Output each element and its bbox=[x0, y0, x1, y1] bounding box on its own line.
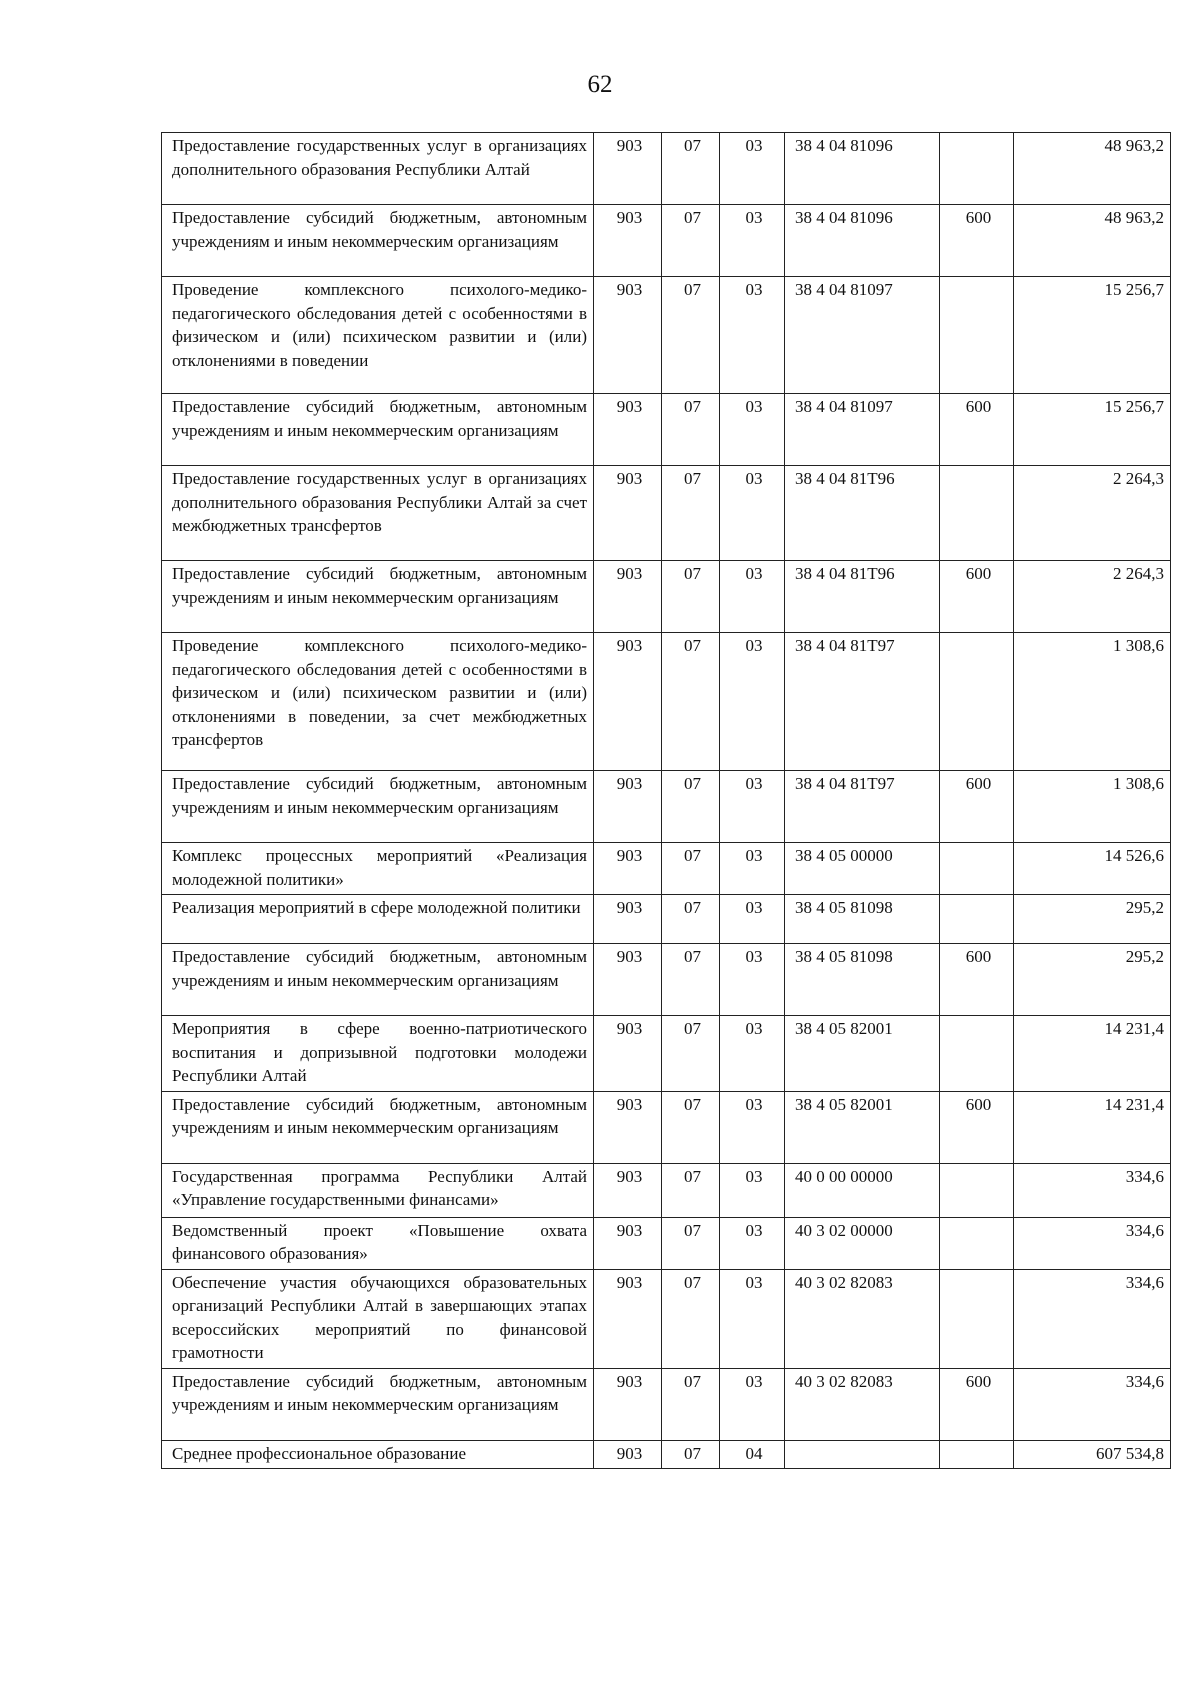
cell-department-code: 903 bbox=[594, 1163, 662, 1217]
cell-description: Предоставление субсидий бюджетным, автономным учреждениям и иным некоммерческим организациям bbox=[162, 1091, 594, 1163]
cell-description: Предоставление государственных услуг в организациях дополнительного образования Республики Алтай bbox=[162, 133, 594, 205]
cell-subsection-code: 03 bbox=[720, 633, 785, 771]
table-row bbox=[162, 1269, 1171, 1368]
cell-expense-type-code bbox=[940, 1016, 1014, 1092]
cell-department-code: 903 bbox=[594, 1016, 662, 1092]
cell-amount: 334,6 bbox=[1014, 1217, 1171, 1269]
cell-amount: 334,6 bbox=[1014, 1163, 1171, 1217]
cell-description: Среднее профессиональное образование bbox=[162, 1440, 594, 1469]
cell-section-code: 07 bbox=[662, 1163, 720, 1217]
cell-description: Обеспечение участия обучающихся образовательных организаций Республики Алтай в завершающих этапах всероссийских мероприятий по финансовой грамотности bbox=[162, 1269, 594, 1368]
cell-section-code: 07 bbox=[662, 895, 720, 944]
cell-expense-type-code: 600 bbox=[940, 394, 1014, 466]
cell-subsection-code: 03 bbox=[720, 277, 785, 394]
cell-subsection-code: 03 bbox=[720, 771, 785, 843]
cell-department-code: 903 bbox=[594, 944, 662, 1016]
table-row bbox=[162, 771, 1171, 843]
cell-expense-type-code bbox=[940, 277, 1014, 394]
cell-expense-type-code bbox=[940, 1440, 1014, 1469]
cell-description: Предоставление субсидий бюджетным, автономным учреждениям и иным некоммерческим организациям bbox=[162, 561, 594, 633]
cell-subsection-code: 04 bbox=[720, 1440, 785, 1469]
table-row bbox=[162, 843, 1171, 895]
cell-amount: 14 231,4 bbox=[1014, 1016, 1171, 1092]
cell-amount: 334,6 bbox=[1014, 1368, 1171, 1440]
cell-expense-type-code bbox=[940, 466, 1014, 561]
cell-description: Предоставление субсидий бюджетным, автономным учреждениям и иным некоммерческим организациям bbox=[162, 394, 594, 466]
cell-target-item-code: 38 4 04 81097 bbox=[785, 277, 940, 394]
cell-section-code: 07 bbox=[662, 1368, 720, 1440]
table-row bbox=[162, 944, 1171, 1016]
cell-subsection-code: 03 bbox=[720, 133, 785, 205]
cell-expense-type-code bbox=[940, 843, 1014, 895]
cell-amount: 48 963,2 bbox=[1014, 133, 1171, 205]
cell-department-code: 903 bbox=[594, 133, 662, 205]
cell-section-code: 07 bbox=[662, 633, 720, 771]
budget-table-body bbox=[162, 133, 1171, 1469]
cell-subsection-code: 03 bbox=[720, 394, 785, 466]
cell-description: Комплекс процессных мероприятий «Реализация молодежной политики» bbox=[162, 843, 594, 895]
cell-target-item-code: 38 4 05 82001 bbox=[785, 1091, 940, 1163]
cell-description: Предоставление государственных услуг в организациях дополнительного образования Республики Алтай за счет межбюджетных трансфертов bbox=[162, 466, 594, 561]
cell-section-code: 07 bbox=[662, 1269, 720, 1368]
cell-description: Проведение комплексного психолого-медико-педагогического обследования детей с особенностями в физическом и (или) психическом развитии и (или) отклонениями в поведении bbox=[162, 277, 594, 394]
cell-expense-type-code: 600 bbox=[940, 1091, 1014, 1163]
cell-subsection-code: 03 bbox=[720, 205, 785, 277]
cell-amount: 1 308,6 bbox=[1014, 633, 1171, 771]
cell-target-item-code: 38 4 04 81096 bbox=[785, 205, 940, 277]
cell-description: Ведомственный проект «Повышение охвата финансового образования» bbox=[162, 1217, 594, 1269]
table-row bbox=[162, 1091, 1171, 1163]
cell-expense-type-code: 600 bbox=[940, 205, 1014, 277]
cell-department-code: 903 bbox=[594, 466, 662, 561]
cell-target-item-code: 38 4 04 81Т96 bbox=[785, 466, 940, 561]
table-row bbox=[162, 561, 1171, 633]
cell-target-item-code: 38 4 04 81097 bbox=[785, 394, 940, 466]
table-row bbox=[162, 1217, 1171, 1269]
cell-section-code: 07 bbox=[662, 205, 720, 277]
cell-target-item-code: 40 3 02 82083 bbox=[785, 1368, 940, 1440]
table-row bbox=[162, 277, 1171, 394]
cell-amount: 1 308,6 bbox=[1014, 771, 1171, 843]
cell-description: Предоставление субсидий бюджетным, автономным учреждениям и иным некоммерческим организациям bbox=[162, 205, 594, 277]
cell-section-code: 07 bbox=[662, 1440, 720, 1469]
cell-amount: 2 264,3 bbox=[1014, 561, 1171, 633]
cell-target-item-code: 38 4 05 81098 bbox=[785, 944, 940, 1016]
cell-target-item-code: 38 4 05 82001 bbox=[785, 1016, 940, 1092]
cell-amount: 607 534,8 bbox=[1014, 1440, 1171, 1469]
table-row bbox=[162, 1440, 1171, 1469]
cell-expense-type-code bbox=[940, 895, 1014, 944]
cell-subsection-code: 03 bbox=[720, 466, 785, 561]
cell-department-code: 903 bbox=[594, 561, 662, 633]
cell-expense-type-code bbox=[940, 1269, 1014, 1368]
cell-description: Предоставление субсидий бюджетным, автономным учреждениям и иным некоммерческим организациям bbox=[162, 1368, 594, 1440]
cell-amount: 15 256,7 bbox=[1014, 394, 1171, 466]
cell-department-code: 903 bbox=[594, 394, 662, 466]
cell-department-code: 903 bbox=[594, 895, 662, 944]
cell-subsection-code: 03 bbox=[720, 1016, 785, 1092]
cell-expense-type-code: 600 bbox=[940, 944, 1014, 1016]
cell-section-code: 07 bbox=[662, 1016, 720, 1092]
cell-amount: 14 526,6 bbox=[1014, 843, 1171, 895]
cell-target-item-code bbox=[785, 1440, 940, 1469]
cell-target-item-code: 38 4 04 81096 bbox=[785, 133, 940, 205]
table-row bbox=[162, 1368, 1171, 1440]
cell-subsection-code: 03 bbox=[720, 1217, 785, 1269]
cell-target-item-code: 38 4 04 81Т96 bbox=[785, 561, 940, 633]
table-row bbox=[162, 133, 1171, 205]
cell-target-item-code: 38 4 05 00000 bbox=[785, 843, 940, 895]
cell-target-item-code: 38 4 04 81Т97 bbox=[785, 771, 940, 843]
cell-amount: 15 256,7 bbox=[1014, 277, 1171, 394]
table-row bbox=[162, 205, 1171, 277]
cell-subsection-code: 03 bbox=[720, 1091, 785, 1163]
cell-expense-type-code: 600 bbox=[940, 561, 1014, 633]
cell-section-code: 07 bbox=[662, 394, 720, 466]
cell-department-code: 903 bbox=[594, 771, 662, 843]
table-row bbox=[162, 1016, 1171, 1092]
cell-subsection-code: 03 bbox=[720, 561, 785, 633]
cell-department-code: 903 bbox=[594, 1368, 662, 1440]
cell-department-code: 903 bbox=[594, 277, 662, 394]
cell-section-code: 07 bbox=[662, 843, 720, 895]
cell-department-code: 903 bbox=[594, 1269, 662, 1368]
page-number: 62 bbox=[587, 71, 613, 98]
cell-target-item-code: 40 3 02 00000 bbox=[785, 1217, 940, 1269]
table-row bbox=[162, 895, 1171, 944]
cell-target-item-code: 40 0 00 00000 bbox=[785, 1163, 940, 1217]
cell-description: Предоставление субсидий бюджетным, автономным учреждениям и иным некоммерческим организациям bbox=[162, 944, 594, 1016]
table-row bbox=[162, 633, 1171, 771]
cell-target-item-code: 40 3 02 82083 bbox=[785, 1269, 940, 1368]
table-row bbox=[162, 1163, 1171, 1217]
cell-subsection-code: 03 bbox=[720, 944, 785, 1016]
cell-description: Реализация мероприятий в сфере молодежной политики bbox=[162, 895, 594, 944]
cell-expense-type-code: 600 bbox=[940, 771, 1014, 843]
cell-section-code: 07 bbox=[662, 944, 720, 1016]
cell-section-code: 07 bbox=[662, 771, 720, 843]
cell-expense-type-code: 600 bbox=[940, 1368, 1014, 1440]
cell-expense-type-code bbox=[940, 1163, 1014, 1217]
cell-expense-type-code bbox=[940, 133, 1014, 205]
cell-department-code: 903 bbox=[594, 1440, 662, 1469]
table-row bbox=[162, 466, 1171, 561]
cell-amount: 295,2 bbox=[1014, 895, 1171, 944]
cell-subsection-code: 03 bbox=[720, 1269, 785, 1368]
cell-section-code: 07 bbox=[662, 1217, 720, 1269]
cell-description: Предоставление субсидий бюджетным, автономным учреждениям и иным некоммерческим организациям bbox=[162, 771, 594, 843]
cell-subsection-code: 03 bbox=[720, 843, 785, 895]
cell-amount: 14 231,4 bbox=[1014, 1091, 1171, 1163]
cell-section-code: 07 bbox=[662, 561, 720, 633]
cell-department-code: 903 bbox=[594, 205, 662, 277]
table-row bbox=[162, 394, 1171, 466]
cell-department-code: 903 bbox=[594, 1091, 662, 1163]
cell-amount: 295,2 bbox=[1014, 944, 1171, 1016]
cell-expense-type-code bbox=[940, 633, 1014, 771]
cell-section-code: 07 bbox=[662, 277, 720, 394]
cell-subsection-code: 03 bbox=[720, 895, 785, 944]
cell-department-code: 903 bbox=[594, 633, 662, 771]
cell-amount: 48 963,2 bbox=[1014, 205, 1171, 277]
cell-description: Проведение комплексного психолого-медико-педагогического обследования детей с особенностями в физическом и (или) психическом развитии и (или) отклонениями в поведении, за счет межбюджетных трансфертов bbox=[162, 633, 594, 771]
cell-amount: 2 264,3 bbox=[1014, 466, 1171, 561]
cell-expense-type-code bbox=[940, 1217, 1014, 1269]
budget-table bbox=[161, 132, 1171, 1469]
cell-section-code: 07 bbox=[662, 466, 720, 561]
cell-section-code: 07 bbox=[662, 133, 720, 205]
cell-section-code: 07 bbox=[662, 1091, 720, 1163]
cell-department-code: 903 bbox=[594, 843, 662, 895]
cell-subsection-code: 03 bbox=[720, 1163, 785, 1217]
cell-department-code: 903 bbox=[594, 1217, 662, 1269]
cell-description: Государственная программа Республики Алтай «Управление государственными финансами» bbox=[162, 1163, 594, 1217]
cell-subsection-code: 03 bbox=[720, 1368, 785, 1440]
cell-target-item-code: 38 4 05 81098 bbox=[785, 895, 940, 944]
cell-amount: 334,6 bbox=[1014, 1269, 1171, 1368]
cell-description: Мероприятия в сфере военно-патриотического воспитания и допризывной подготовки молодежи Республики Алтай bbox=[162, 1016, 594, 1092]
cell-target-item-code: 38 4 04 81Т97 bbox=[785, 633, 940, 771]
